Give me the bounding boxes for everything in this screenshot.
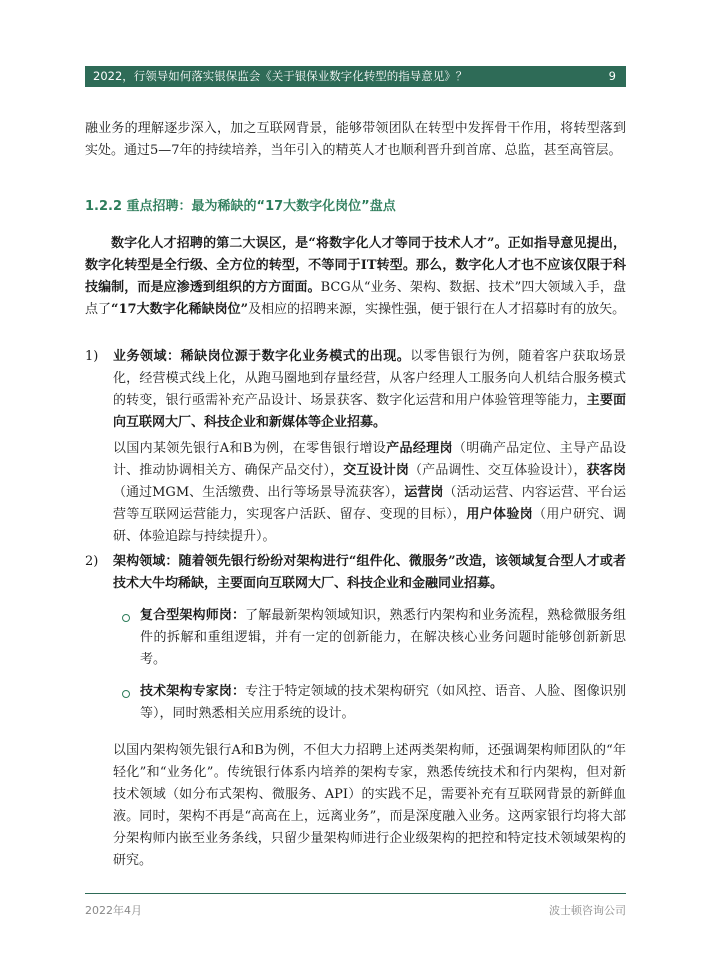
section-heading: 1.2.2 重点招聘：最为稀缺的“17大数字化岗位”盘点 [85,199,396,214]
closing-paragraph: 以国内架构领先银行A和B为例，不但大力招聘上述两类架构师，还强调架构师团队的“年轻化”和“业务化”。传统银行体系内培养的架构专家，熟悉传统技术和行内架构，但对新技术领域（如分布式架构、微服务、API）的实践不足，需要补充有互联网背景的新鲜血液。同时，架构不再是“高高在上，远离业务”，而是深度融入业务。这两家银行均将大部分架构师内嵌至业务条线，只留少量架构师进行企业级架构的把控和特定技术领域架构的研究。 [113,743,626,868]
paragraph-1-text-2: 及相应的招聘来源，实操性强，便于银行在人才招募时有的放矢。 [248,302,626,317]
bullet-2-text: 专注于特定领域的技术架构研究（如风控、语音、人脸、图像识别等），同时熟悉相关应用系统的设计。 [140,684,626,721]
paragraph-1-text-1: BCG从“业务、架构、数据、技术”四大领域入手，盘点了 [85,280,626,317]
detail-text-6: （用户研究、调研、体验追踪与持续提升）。 [113,507,626,544]
detail-bold-4: 运营岗 [404,485,444,500]
detail-text-3: （产品调性、交互体验设计）， [409,463,587,478]
paragraph-1 [85,233,626,321]
header-bar [85,66,626,87]
page-number: 9 [608,69,616,83]
detail-bold-5: 用户体验岗 [466,507,533,522]
item-1-text-1: 以零售银行为例，随着客户获取场景化，经营模式线上化，从跑马圈地到存量经营，从客户经理人工服务向人机结合服务模式的转变，银行亟需补充产品设计、场景获客、数字化运营和用户体验管理等能力， [113,349,626,408]
item-1-number: 1) [85,349,99,364]
bullet-1-text: 了解最新架构领域知识，熟悉行内架构和业务流程，熟稔微服务组件的拆解和重组逻辑，并有一定的创新能力，在解决核心业务问题时能够创新新思考。 [140,608,626,667]
detail-text-4: （通过MGM、生活缴费、出行等场景导流获客）， [113,485,405,500]
detail-text-2: （明确产品定位、主导产品设计、推动协调相关方、确保产品交付）， [113,441,626,478]
footer-date: 2022年4月 [85,904,142,917]
item-2-bold: 架构领域：随着领先银行纷纷对架构进行“组件化、微服务”改造，该领域复合型人才或者技术大牛均稀缺，主要面向互联网大厂、科技企业和金融同业招募。 [113,554,626,591]
item-1-detail [113,438,626,548]
paragraph-1-bold-2: “17大数字化稀缺岗位” [111,302,249,317]
item-2-paragraph [113,551,626,595]
detail-text-1: 以国内某领先银行A和B为例，在零售银行增设 [113,441,387,456]
footer-divider [85,893,626,894]
item-1-paragraph [113,346,626,434]
bullet-circle-icon [122,690,130,698]
bullet-1 [140,605,626,671]
header-title: 2022，行领导如何落实银保监会《关于银保业数字化转型的指导意见》？ [93,69,468,83]
bullet-1-bold: 复合型架构师岗： [140,608,246,623]
footer-company: 波士顿咨询公司 [549,904,626,917]
paragraph-1-bold-1: 数字化人才招聘的第二大误区，是“将数字化人才等同于技术人才”。正如指导意见提出，数字化转型是全行级、全方位的转型，不等同于IT转型。那么，数字化人才也不应该仅限于科技编制，而是应渗透到组织的方方面面。 [85,236,626,295]
intro-paragraph: 融业务的理解逐步深入，加之互联网背景，能够带领团队在转型中发挥骨干作用，将转型落到实处。通过5—7年的持续培养，当年引入的精英人才也顺利晋升到首席、总监，甚至高管层。 [85,121,626,158]
bullet-2-bold: 技术架构专家岗： [140,684,246,699]
detail-bold-1: 产品经理岗 [386,441,453,456]
bullet-circle-icon [122,614,130,622]
item-1-bold-1: 业务领域：稀缺岗位源于数字化业务模式的出现。 [113,349,411,364]
bullet-2 [140,681,626,725]
detail-bold-3: 获客岗 [586,463,626,478]
item-2-number: 2) [85,554,99,569]
detail-bold-2: 交互设计岗 [343,463,410,478]
item-1-bold-2: 主要面向互联网大厂、科技企业和新媒体等企业招募。 [113,393,626,430]
detail-text-5: （活动运营、内容运营、平台运营等互联网运营能力，实现客户活跃、留存、变现的目标）， [113,485,626,522]
